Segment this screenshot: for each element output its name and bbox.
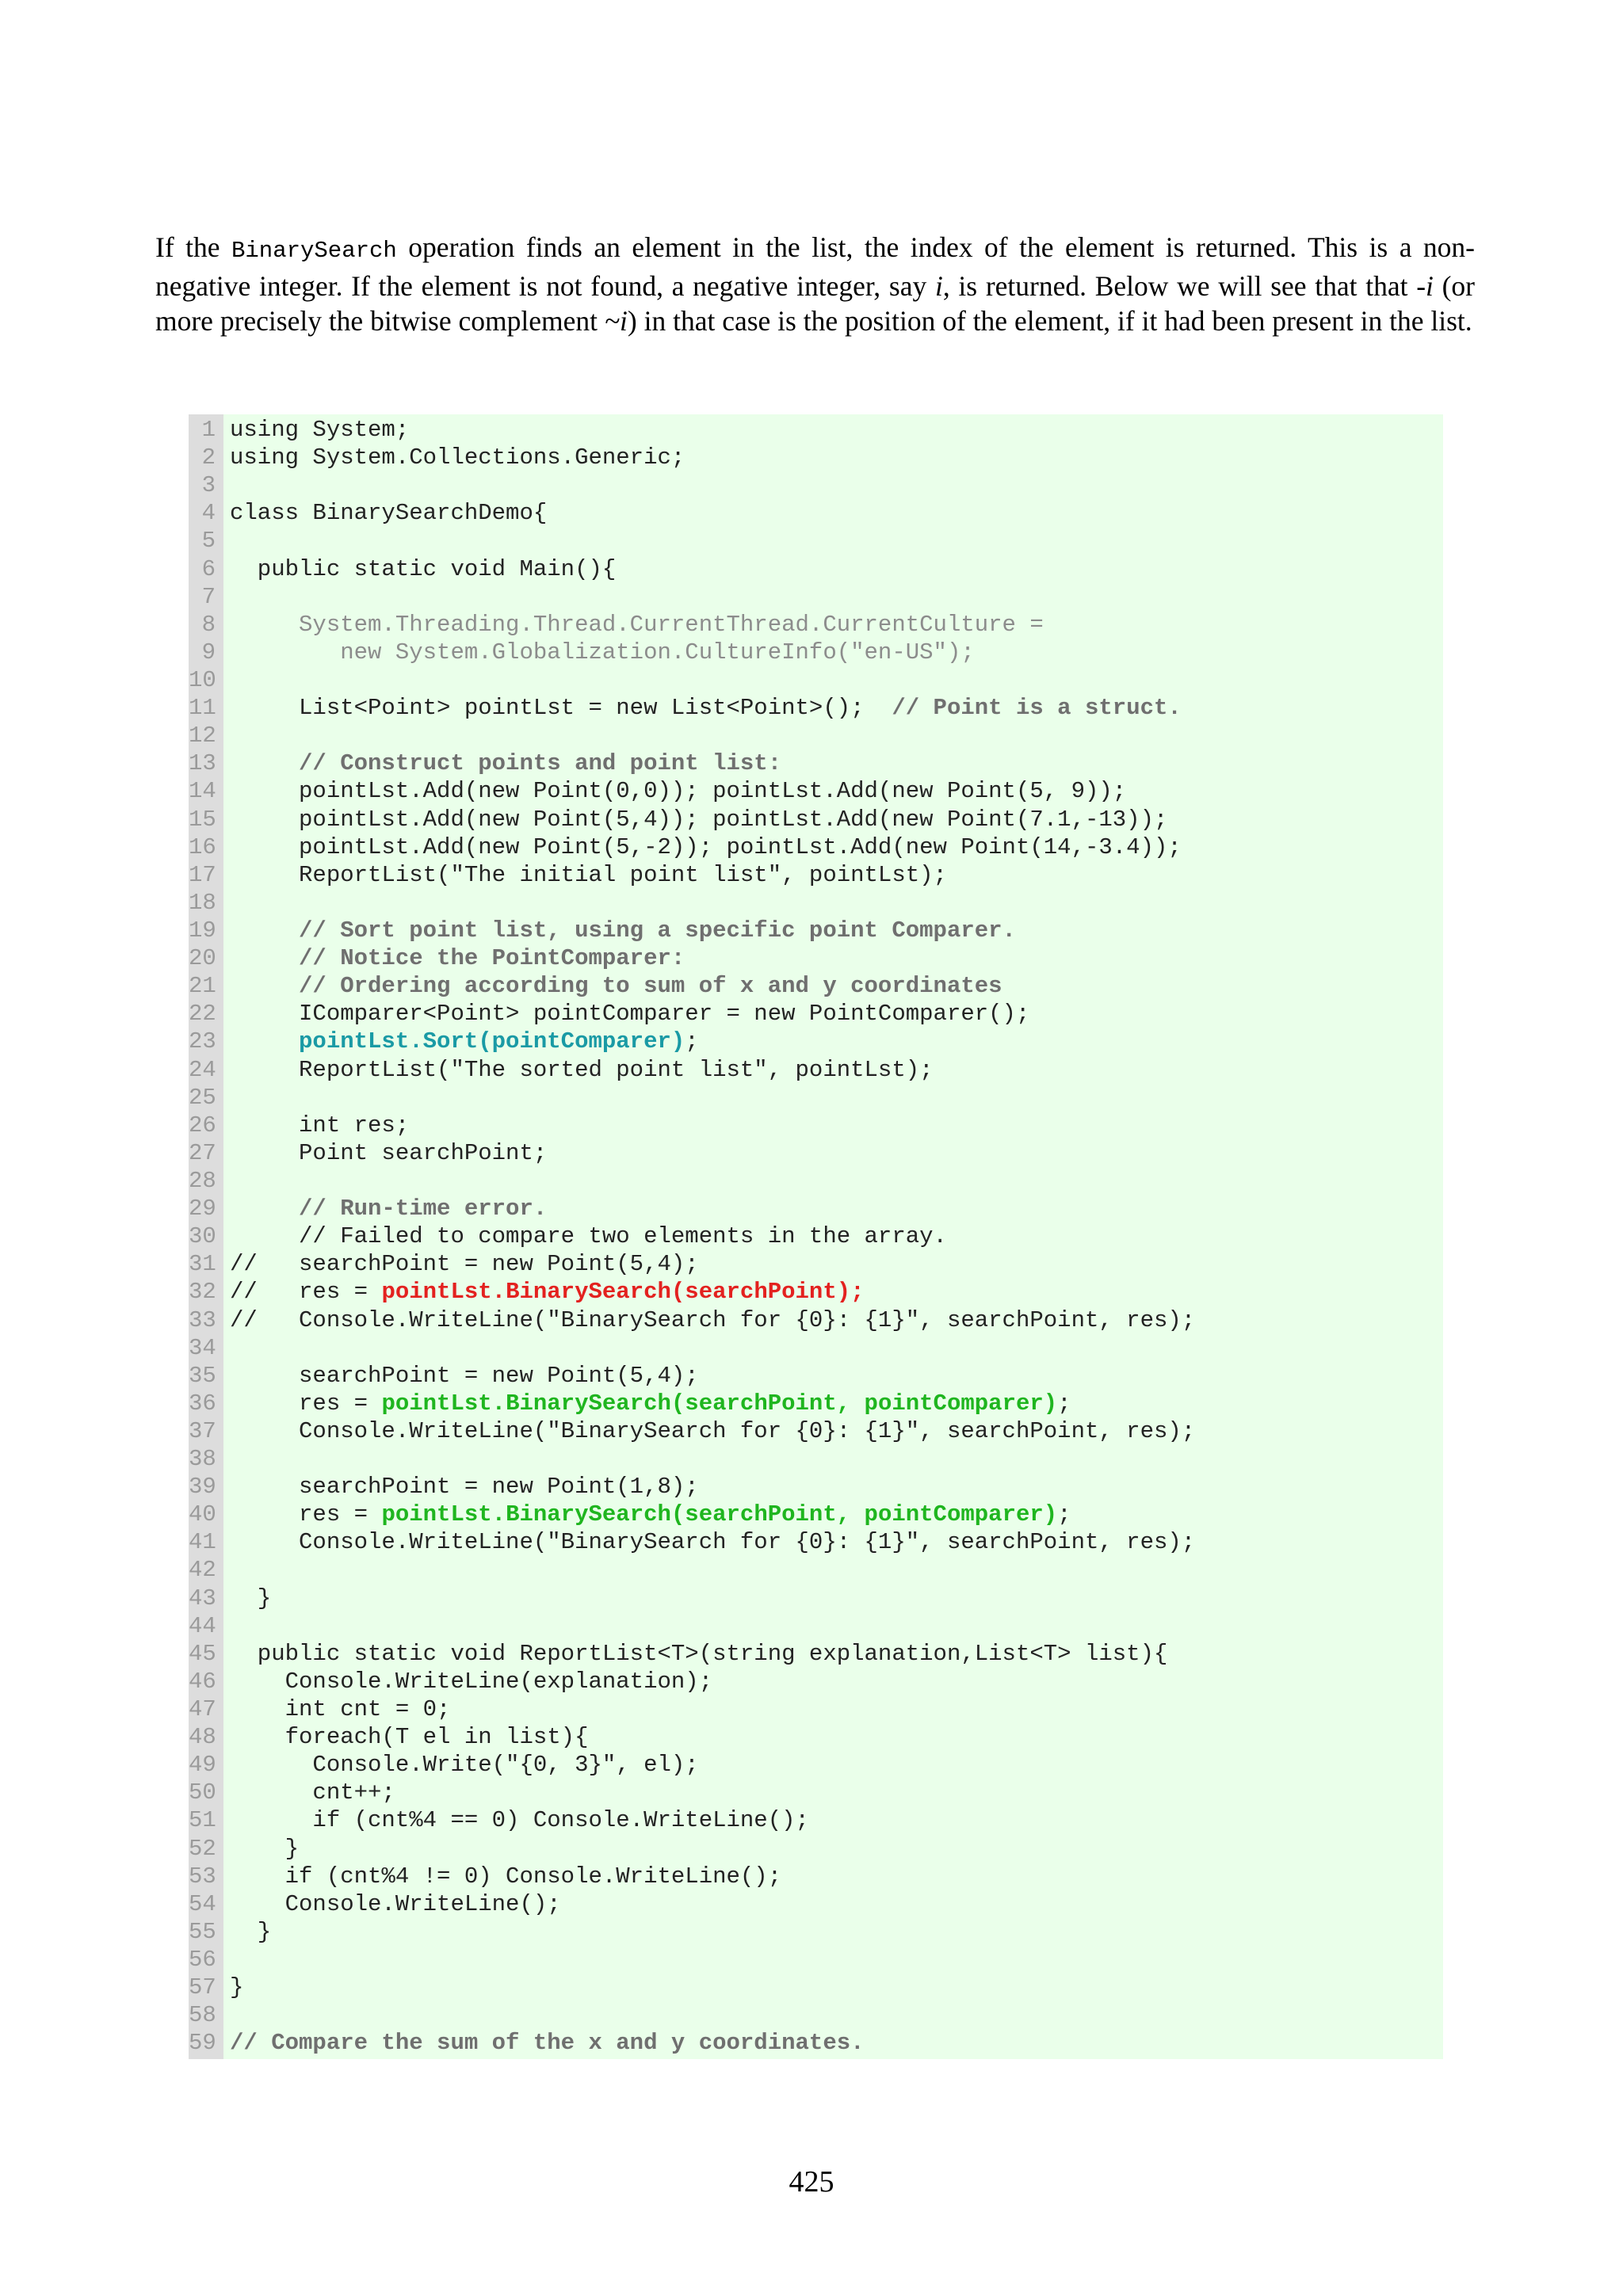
code-token: // res =	[230, 1279, 382, 1306]
line-number: 57	[189, 1974, 216, 2001]
code-text	[230, 611, 1044, 639]
code-text	[230, 972, 1002, 1000]
code-line	[189, 639, 1443, 666]
code-text	[230, 1695, 450, 1723]
line-number: 51	[189, 1807, 216, 1834]
code-line	[189, 1640, 1443, 1668]
line-number: 30	[189, 1223, 216, 1250]
code-text	[230, 2029, 865, 2057]
line-number: 41	[189, 1529, 216, 1556]
code-text	[230, 777, 1126, 805]
code-text	[230, 639, 975, 666]
code-token: IComparer<Point> pointComparer = new PointComparer();	[230, 1001, 1030, 1028]
code-line	[189, 416, 1443, 444]
code-line	[189, 1974, 1443, 2001]
code-token: }	[230, 1974, 244, 2001]
line-number: 29	[189, 1196, 216, 1222]
code-line	[189, 972, 1443, 1000]
code-text	[230, 1918, 271, 1946]
code-text	[230, 1222, 947, 1250]
line-number: 31	[189, 1251, 216, 1278]
code-text	[230, 1723, 588, 1751]
code-token	[230, 750, 299, 776]
code-text	[230, 806, 1167, 833]
line-number: 15	[189, 806, 216, 833]
code-token: Point searchPoint;	[230, 1139, 548, 1166]
code-line	[189, 1056, 1443, 1084]
code-text	[230, 1056, 934, 1084]
code-line	[189, 777, 1443, 805]
code-line	[189, 1084, 1443, 1112]
paragraph-text: If the	[155, 231, 231, 263]
code-text	[230, 833, 1182, 861]
code-token: int cnt = 0;	[230, 1696, 451, 1723]
line-number: 40	[189, 1501, 216, 1528]
code-line	[189, 499, 1443, 527]
intro-paragraph	[155, 230, 1475, 338]
code-line	[189, 1612, 1443, 1640]
code-text	[230, 1195, 547, 1222]
code-token: searchPoint = new Point(1,8);	[230, 1474, 699, 1501]
code-text	[230, 1417, 1195, 1445]
code-token: if (cnt%4 != 0) Console.WriteLine();	[230, 1863, 782, 1890]
line-number: 52	[189, 1835, 216, 1862]
code-token: pointLst.Add(new Point(5,-2)); pointLst.Add(new Point(14,-3.4));	[230, 833, 1182, 860]
code-token: List<Point> pointLst = new List<Point>();	[230, 695, 892, 722]
code-line	[189, 1779, 1443, 1806]
line-number: 27	[189, 1139, 216, 1166]
code-token: }	[230, 1918, 272, 1945]
line-number: 58	[189, 2002, 216, 2029]
code-token	[230, 917, 299, 944]
code-line	[189, 1112, 1443, 1139]
line-number: 22	[189, 1001, 216, 1028]
line-number: 42	[189, 1557, 216, 1584]
line-number: 6	[201, 555, 216, 582]
code-line	[189, 1167, 1443, 1195]
italic-variable: i	[934, 270, 943, 302]
code-token: // Point is a struct.	[892, 695, 1182, 722]
code-line	[189, 666, 1443, 694]
code-text	[230, 1585, 271, 1612]
code-text	[230, 416, 409, 444]
code-text	[230, 749, 781, 777]
italic-variable: -i	[1416, 270, 1434, 302]
line-number: 9	[201, 639, 216, 666]
line-number: 18	[189, 889, 216, 916]
line-number: 1	[201, 417, 216, 443]
code-token: foreach(T el in list){	[230, 1724, 589, 1751]
code-line	[189, 1417, 1443, 1445]
line-number: 28	[189, 1167, 216, 1194]
code-text	[230, 499, 547, 527]
code-token: using System.Collections.Generic;	[230, 444, 685, 471]
code-token: public static void Main(){	[230, 555, 617, 582]
code-token: ReportList("The initial point list", pointLst);	[230, 861, 947, 888]
line-number: 10	[189, 666, 216, 693]
code-token: // Console.WriteLine("BinarySearch for {0}: {1}", searchPoint, res);	[230, 1306, 1196, 1333]
code-token: class BinarySearchDemo{	[230, 500, 548, 527]
code-text	[230, 1974, 243, 2001]
line-number: 59	[189, 2030, 216, 2057]
code-token: Console.Write("{0, 3}", el);	[230, 1752, 699, 1779]
code-text	[230, 1112, 409, 1139]
code-token: Console.WriteLine("BinarySearch for {0}: {1}", searchPoint, res);	[230, 1529, 1196, 1556]
code-token	[230, 1196, 299, 1222]
line-number: 14	[189, 778, 216, 805]
code-token: if (cnt%4 == 0) Console.WriteLine();	[230, 1807, 809, 1834]
code-token	[230, 1028, 299, 1055]
line-number: 38	[189, 1446, 216, 1473]
code-line	[189, 1473, 1443, 1501]
line-number: 35	[189, 1362, 216, 1389]
code-line	[189, 694, 1443, 722]
code-text	[230, 1835, 299, 1863]
code-token: searchPoint = new Point(5,4);	[230, 1362, 699, 1389]
code-token: // Ordering according to sum of x and y coordinates	[299, 973, 1002, 1000]
code-line	[189, 861, 1443, 889]
code-token: res =	[230, 1390, 382, 1417]
code-line	[189, 1528, 1443, 1556]
italic-variable: ~i	[604, 305, 628, 337]
line-number: 44	[189, 1612, 216, 1639]
code-text	[230, 1640, 1167, 1668]
paragraph-text: (or more precisely the bitwise complement	[155, 270, 1475, 337]
line-number: 26	[189, 1112, 216, 1138]
code-line	[189, 1863, 1443, 1890]
code-token	[230, 973, 299, 999]
code-line	[189, 1028, 1443, 1055]
code-text	[230, 1751, 699, 1779]
code-token: Console.WriteLine(explanation);	[230, 1668, 713, 1695]
line-number: 45	[189, 1640, 216, 1667]
code-line	[189, 2029, 1443, 2057]
code-text	[230, 1779, 395, 1806]
page-number: 425	[789, 2165, 834, 2199]
paragraph-text: ) in that case is the position of the element, if it had been present in the list.	[627, 305, 1472, 337]
code-line	[189, 1250, 1443, 1278]
line-number: 5	[201, 528, 216, 555]
line-number: 11	[189, 695, 216, 722]
code-line	[189, 527, 1443, 555]
code-token: pointLst.BinarySearch(searchPoint, pointComparer)	[381, 1390, 1058, 1417]
code-line	[189, 1585, 1443, 1612]
line-number: 17	[189, 861, 216, 888]
code-token: cnt++;	[230, 1779, 395, 1806]
line-number: 19	[189, 917, 216, 944]
code-line	[189, 889, 1443, 917]
code-token: // Failed to compare two elements in the array.	[230, 1223, 947, 1250]
code-text	[230, 555, 616, 583]
line-number: 48	[189, 1724, 216, 1751]
code-token: ;	[685, 1028, 699, 1055]
code-line	[189, 1306, 1443, 1334]
line-number: 13	[189, 750, 216, 777]
line-number: 21	[189, 973, 216, 1000]
code-line	[189, 1918, 1443, 1946]
line-number: 20	[189, 945, 216, 972]
code-token: }	[230, 1835, 300, 1862]
code-line	[189, 1139, 1443, 1167]
code-line	[189, 1278, 1443, 1306]
code-token: Console.WriteLine();	[230, 1890, 561, 1917]
code-text	[230, 1306, 1195, 1334]
code-token: pointLst.Add(new Point(0,0)); pointLst.Add(new Point(5, 9));	[230, 778, 1127, 805]
code-line	[189, 944, 1443, 972]
code-line	[189, 2001, 1443, 2029]
line-number: 33	[189, 1306, 216, 1333]
code-line	[189, 1362, 1443, 1390]
code-line	[189, 722, 1443, 749]
code-token: // Notice the PointComparer:	[299, 945, 685, 972]
paragraph-text: , is returned. Below we will see that that	[942, 270, 1417, 302]
line-number: 47	[189, 1696, 216, 1723]
code-text	[230, 944, 685, 972]
code-line	[189, 1222, 1443, 1250]
code-token: // Run-time error.	[299, 1196, 548, 1222]
code-text	[230, 1473, 699, 1501]
code-text	[230, 1668, 712, 1695]
code-token: // Construct points and point list:	[299, 750, 782, 777]
paragraph-text: operation finds an element in the list, the index of the element is returned. This is a non-negative integer. If the element is not found, a negative integer, say	[155, 231, 1476, 302]
line-number: 46	[189, 1668, 216, 1695]
code-text	[230, 444, 685, 471]
line-number: 24	[189, 1056, 216, 1083]
code-token: ;	[1057, 1501, 1071, 1528]
code-line	[189, 583, 1443, 611]
line-number: 2	[201, 444, 216, 471]
code-token: new System.Globalization.CultureInfo("en-US");	[230, 639, 975, 666]
code-line	[189, 471, 1443, 499]
code-line	[189, 555, 1443, 583]
code-line	[189, 833, 1443, 861]
line-number: 36	[189, 1390, 216, 1417]
line-number: 3	[201, 472, 216, 499]
code-token: pointLst.BinarySearch(searchPoint, pointComparer)	[381, 1501, 1058, 1528]
line-number: 53	[189, 1863, 216, 1890]
code-line	[189, 1751, 1443, 1779]
code-token: pointLst.BinarySearch(searchPoint);	[381, 1279, 865, 1306]
code-text	[230, 1501, 1071, 1528]
code-line	[189, 806, 1443, 833]
line-number: 43	[189, 1585, 216, 1611]
code-line	[189, 917, 1443, 944]
code-text	[230, 1028, 699, 1055]
code-line	[189, 1890, 1443, 1918]
code-lines	[189, 416, 1443, 2057]
code-token: // Sort point list, using a specific point Comparer.	[299, 917, 1016, 944]
code-line	[189, 1390, 1443, 1417]
code-line	[189, 1946, 1443, 1974]
code-line	[189, 749, 1443, 777]
line-number: 37	[189, 1417, 216, 1444]
line-number: 12	[189, 723, 216, 749]
code-text	[230, 1250, 699, 1278]
code-token: // Compare the sum of the x and y coordinates.	[230, 2030, 865, 2057]
line-number: 32	[189, 1279, 216, 1306]
code-token: pointLst.Add(new Point(5,4)); pointLst.Add(new Point(7.1,-13));	[230, 806, 1168, 833]
code-line	[189, 1501, 1443, 1528]
code-line	[189, 1556, 1443, 1584]
line-number: 7	[201, 583, 216, 610]
code-line	[189, 1195, 1443, 1222]
line-number: 16	[189, 833, 216, 860]
code-token: pointLst.Sort(pointComparer)	[299, 1028, 685, 1055]
line-number: 50	[189, 1779, 216, 1806]
code-token: Console.WriteLine("BinarySearch for {0}: {1}", searchPoint, res);	[230, 1417, 1196, 1444]
code-token: res =	[230, 1501, 382, 1528]
code-token: using System;	[230, 417, 410, 443]
line-number: 49	[189, 1752, 216, 1779]
line-number: 55	[189, 1918, 216, 1945]
code-text	[230, 1528, 1195, 1556]
code-line	[189, 1695, 1443, 1723]
line-number: 23	[189, 1028, 216, 1055]
code-text	[230, 917, 1016, 944]
code-text	[230, 1863, 781, 1890]
code-text	[230, 1278, 865, 1306]
code-token: ;	[1057, 1390, 1071, 1417]
code-line	[189, 444, 1443, 471]
code-text	[230, 861, 947, 889]
line-number: 54	[189, 1890, 216, 1917]
code-text	[230, 694, 1182, 722]
code-listing	[189, 414, 1443, 2059]
code-line	[189, 1723, 1443, 1751]
code-line	[189, 1668, 1443, 1695]
code-line	[189, 1835, 1443, 1863]
line-number: 39	[189, 1474, 216, 1501]
code-token	[230, 945, 299, 971]
code-line	[189, 1445, 1443, 1473]
code-token: }	[230, 1585, 272, 1611]
code-text	[230, 1806, 809, 1834]
line-number: 56	[189, 1947, 216, 1974]
code-token: public static void ReportList<T>(string explanation,List<T> list){	[230, 1640, 1168, 1667]
code-line	[189, 611, 1443, 639]
code-line	[189, 1806, 1443, 1834]
code-line	[189, 1000, 1443, 1028]
code-text	[230, 1000, 1029, 1028]
code-text	[230, 1390, 1071, 1417]
line-number: 8	[201, 611, 216, 638]
line-number: 34	[189, 1334, 216, 1361]
line-number: 4	[201, 500, 216, 527]
code-text	[230, 1139, 547, 1167]
code-token: ReportList("The sorted point list", pointLst);	[230, 1056, 934, 1083]
code-text	[230, 1362, 699, 1390]
code-text	[230, 1890, 561, 1918]
code-token: System.Threading.Thread.CurrentThread.CurrentCulture =	[230, 611, 1044, 638]
code-line	[189, 1334, 1443, 1362]
inline-code-binarysearch: BinarySearch	[231, 238, 397, 264]
line-number: 25	[189, 1084, 216, 1111]
code-token: int res;	[230, 1112, 410, 1138]
code-token: // searchPoint = new Point(5,4);	[230, 1251, 699, 1278]
